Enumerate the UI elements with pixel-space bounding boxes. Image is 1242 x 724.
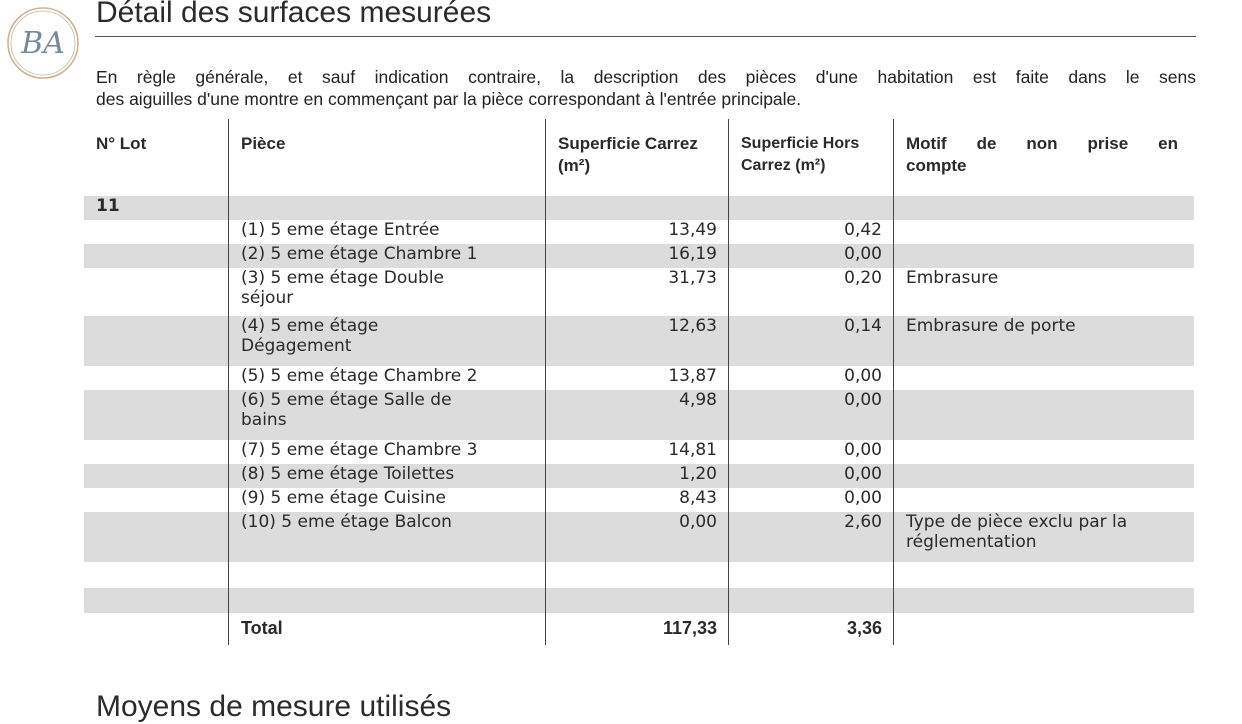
carrez-cell: 4,98 — [545, 390, 728, 440]
motif-cell — [893, 464, 1194, 488]
piece-cell: (9) 5 eme étage Cuisine — [228, 488, 545, 512]
hors-carrez-cell: 0,00 — [728, 488, 893, 512]
table-row — [84, 488, 1194, 512]
piece-cell: (5) 5 eme étage Chambre 2 — [228, 366, 545, 390]
total-row — [84, 613, 1194, 645]
header-carrez: Superficie Carrez (m²) — [545, 119, 728, 196]
motif-cell — [893, 440, 1194, 464]
table-row — [84, 220, 1194, 244]
piece-cell: (2) 5 eme étage Chambre 1 — [228, 244, 545, 268]
piece-cell: (1) 5 eme étage Entrée — [228, 220, 545, 244]
empty-row — [84, 588, 1194, 613]
motif-cell — [893, 390, 1194, 440]
hors-carrez-cell: 0,00 — [728, 390, 893, 440]
total-label: Total — [228, 613, 545, 645]
piece-cell: (4) 5 eme étage Dégagement — [228, 316, 545, 366]
header-piece: Pièce — [228, 119, 545, 196]
total-hors-carrez: 3,36 — [728, 613, 893, 645]
table-row — [84, 464, 1194, 488]
monogram-logo — [6, 6, 80, 80]
surfaces-table — [84, 119, 1194, 645]
total-carrez: 117,33 — [545, 613, 728, 645]
hors-carrez-cell: 0,00 — [728, 244, 893, 268]
hors-carrez-cell: 0,00 — [728, 464, 893, 488]
header-hors-carrez: Superficie Hors Carrez (m²) — [728, 119, 893, 196]
intro-line-1: En règle générale, et sauf indication contraire, la description des pièces d'une habitation est faite dans le sens — [96, 67, 1196, 87]
header-motif: Motif de non prise en compte — [893, 119, 1194, 196]
table-row — [84, 244, 1194, 268]
piece-cell: (6) 5 eme étage Salle de bains — [228, 390, 545, 440]
table-row — [84, 366, 1194, 390]
table-row — [84, 316, 1194, 366]
hors-carrez-cell: 0,20 — [728, 268, 893, 316]
motif-cell — [893, 244, 1194, 268]
carrez-cell: 16,19 — [545, 244, 728, 268]
table-row — [84, 268, 1194, 316]
carrez-cell: 1,20 — [545, 464, 728, 488]
table-header-row — [84, 119, 1194, 196]
piece-cell: (3) 5 eme étage Double séjour — [228, 268, 545, 316]
table-row — [84, 390, 1194, 440]
motif-cell: Embrasure — [893, 268, 1194, 316]
carrez-cell: 0,00 — [545, 512, 728, 562]
motif-cell: Type de pièce exclu par la réglementation — [893, 512, 1194, 562]
hors-carrez-cell: 0,00 — [728, 366, 893, 390]
empty-row — [84, 562, 1194, 588]
svg-text:BA: BA — [21, 26, 65, 61]
hors-carrez-cell: 0,14 — [728, 316, 893, 366]
carrez-cell: 12,63 — [545, 316, 728, 366]
motif-cell — [893, 366, 1194, 390]
header-lot: N° Lot — [96, 134, 147, 153]
carrez-cell: 31,73 — [545, 268, 728, 316]
table-row — [84, 440, 1194, 464]
next-section-title: Moyens de mesure utilisés — [96, 690, 452, 723]
carrez-cell: 13,49 — [545, 220, 728, 244]
intro-line-2: des aiguilles d'une montre en commençant par la pièce correspondant à l'entrée principale. — [96, 89, 802, 109]
piece-cell: (10) 5 eme étage Balcon — [228, 512, 545, 562]
lot-row — [84, 196, 1194, 220]
carrez-cell: 14,81 — [545, 440, 728, 464]
hors-carrez-cell: 0,00 — [728, 440, 893, 464]
piece-cell: (7) 5 eme étage Chambre 3 — [228, 440, 545, 464]
section-title: Détail des surfaces mesurées — [96, 0, 492, 29]
lot-number: 11 — [96, 196, 120, 216]
hors-carrez-cell: 2,60 — [728, 512, 893, 562]
hors-carrez-cell: 0,42 — [728, 220, 893, 244]
title-divider — [95, 36, 1196, 37]
motif-cell — [893, 488, 1194, 512]
carrez-cell: 8,43 — [545, 488, 728, 512]
motif-cell — [893, 220, 1194, 244]
carrez-cell: 13,87 — [545, 366, 728, 390]
piece-cell: (8) 5 eme étage Toilettes — [228, 464, 545, 488]
intro-paragraph — [96, 66, 1196, 110]
motif-cell: Embrasure de porte — [893, 316, 1194, 366]
table-row — [84, 512, 1194, 562]
